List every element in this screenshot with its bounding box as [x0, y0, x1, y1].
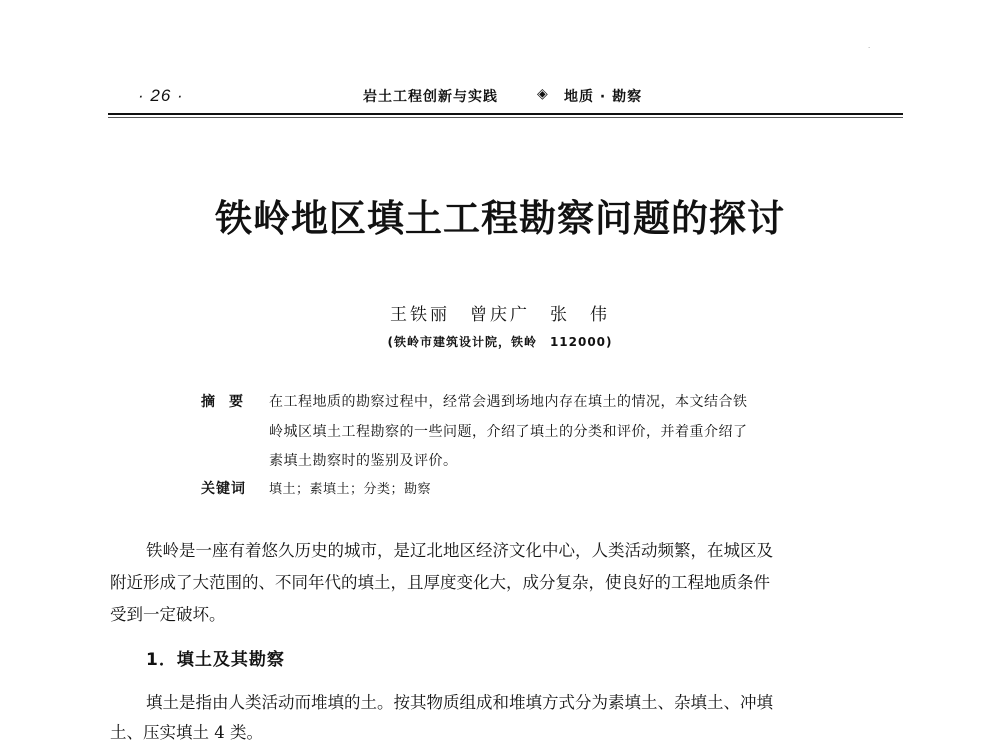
paragraph-1-line-3: 受到一定破坏。	[110, 605, 226, 624]
abstract-label: 摘要	[201, 394, 257, 410]
authors: 王铁丽 曾庆广 张 伟	[390, 305, 610, 325]
abstract-line-1: 在工程地质的勘察过程中，经常会遇到场地内存在填土的情况，本文结合铁	[269, 394, 748, 410]
abstract-line-3: 素填土勘察时的鉴别及评价。	[269, 453, 458, 469]
abstract-line-2: 岭城区填土工程勘察的一些问题，介绍了填土的分类和评价，并着重介绍了	[269, 424, 748, 440]
paragraph-1-line-1: 铁岭是一座有着悠久历史的城市，是辽北地区经济文化中心，人类活动频繁，在城区及	[146, 541, 773, 560]
journal-title: 岩土工程创新与实践	[363, 89, 498, 105]
keywords-text: 填土；素填土；分类；勘察	[269, 482, 432, 497]
article-title: 铁岭地区填土工程勘察问题的探讨	[215, 196, 785, 240]
running-header	[108, 86, 908, 108]
scan-mark: ·	[868, 44, 871, 52]
section-name: 地质 · 勘察	[564, 89, 643, 105]
diamond-ornament-icon: ◈	[537, 86, 548, 102]
page-number: · 26 ·	[138, 86, 184, 105]
affiliation: (铁岭市建筑设计院，铁岭 112000)	[387, 335, 613, 349]
paragraph-2-line-2: 土、压实填土 4 类。	[110, 723, 263, 742]
header-rule	[108, 113, 903, 115]
paragraph-2-line-1: 填土是指由人类活动而堆填的土。按其物质组成和堆填方式分为素填土、杂填土、冲填	[146, 693, 773, 712]
section-heading: 1．填土及其勘察	[146, 650, 285, 670]
header-rule-thin	[108, 117, 903, 118]
keywords-label: 关键词	[201, 481, 246, 497]
paragraph-1-line-2: 附近形成了大范围的、不同年代的填土，且厚度变化大，成分复杂，使良好的工程地质条件	[110, 573, 770, 592]
